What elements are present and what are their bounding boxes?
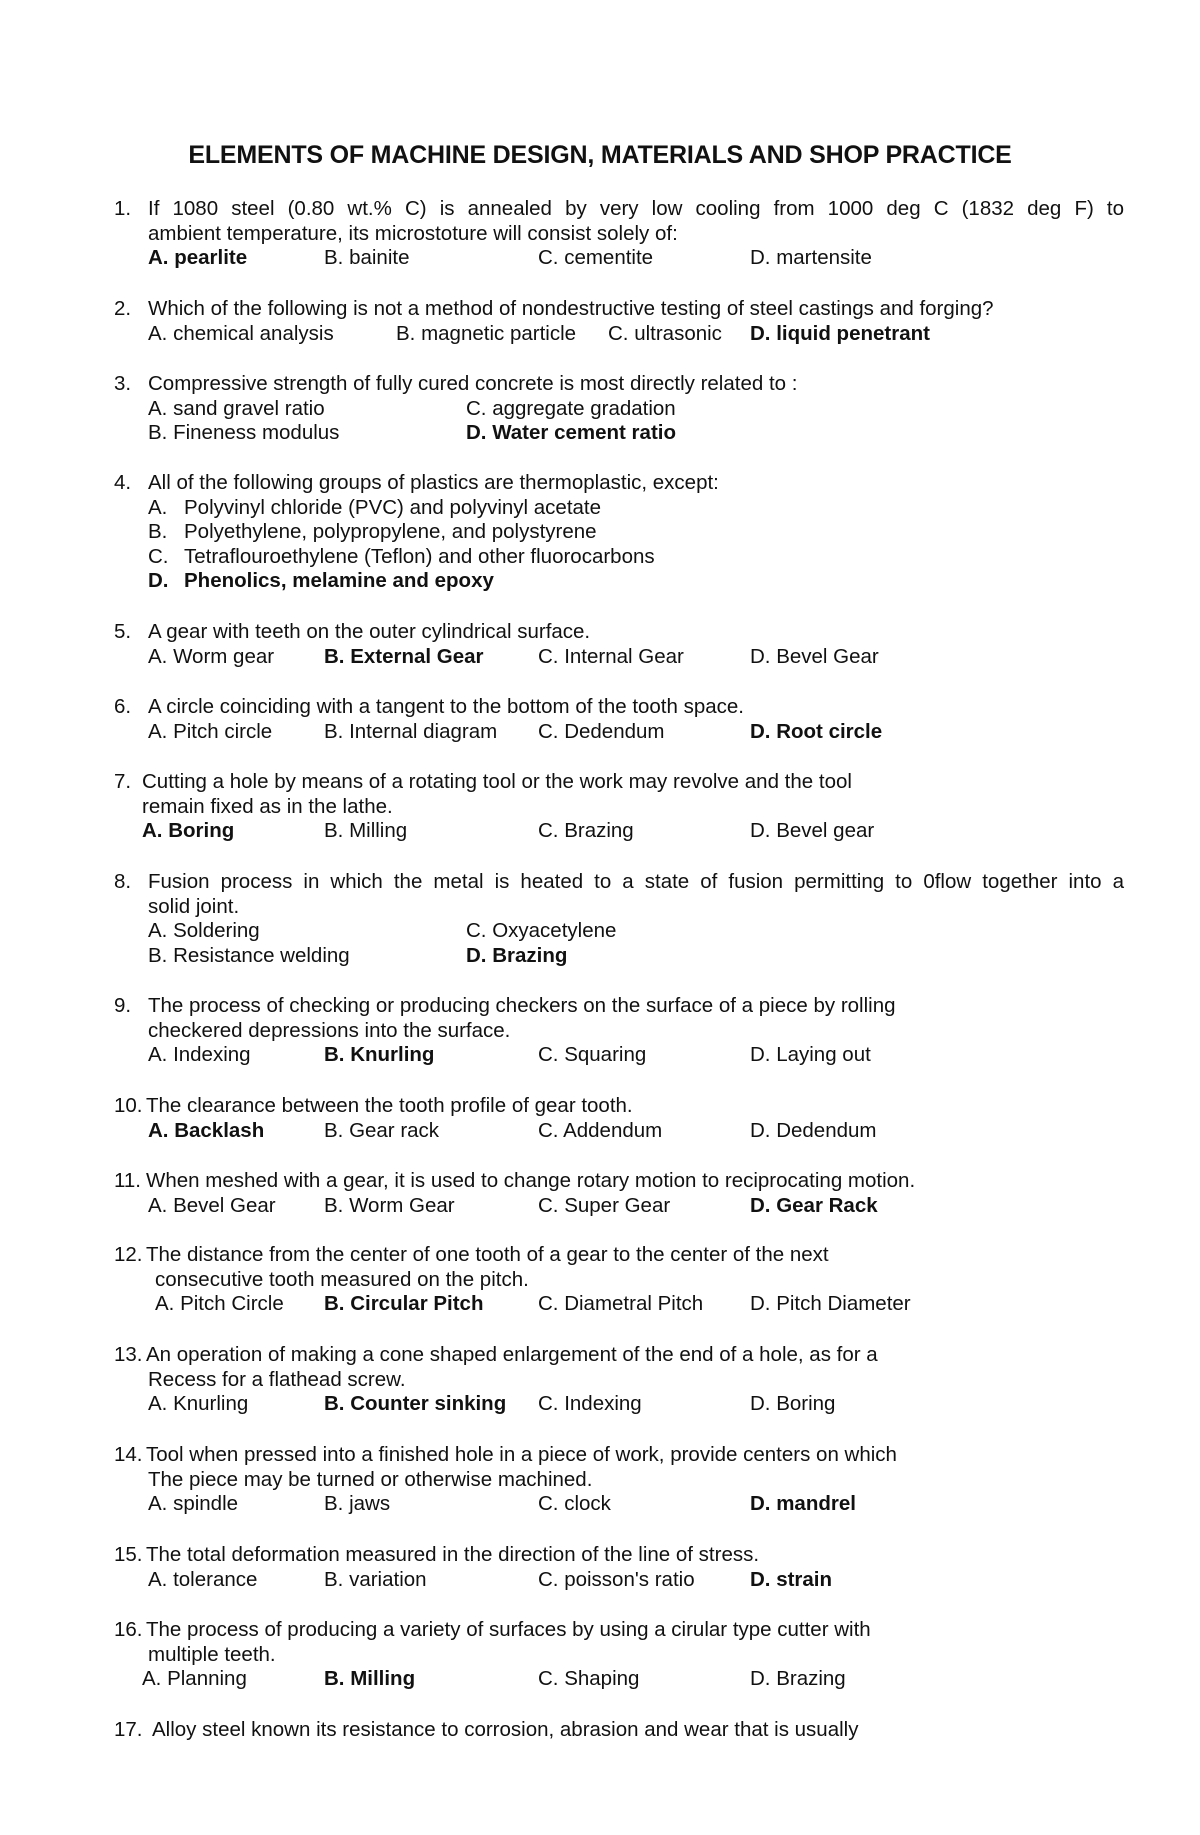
question-text: The process of checking or producing checkers on the surface of a piece by rolling — [148, 994, 896, 1017]
question-number: 8. — [114, 870, 132, 893]
answer-option-a: A. Soldering — [148, 919, 260, 943]
answer-option-a: A. Boring — [142, 819, 235, 843]
answer-option-a: A. Backlash — [148, 1118, 265, 1142]
answer-option-d: D. Brazing — [750, 1667, 846, 1691]
question-15 — [114, 1543, 1124, 1592]
answer-option-a: A. chemical analysis — [148, 321, 334, 345]
answer-option-a: A. Worm gear — [148, 644, 275, 668]
answer-option-b: B. Worm Gear — [324, 1193, 455, 1217]
answer-option-a: A. pearlite — [148, 246, 248, 270]
question-2 — [114, 297, 1124, 346]
answer-option-b: B. Counter sinking — [324, 1392, 507, 1416]
answer-option-a: Polyvinyl chloride (PVC) and polyvinyl acetate — [184, 495, 602, 519]
question-number: 2. — [114, 297, 132, 320]
question-text: Recess for a flathead screw. — [148, 1367, 406, 1391]
answer-option-a: A. Knurling — [148, 1392, 249, 1416]
answer-option-c: C. poisson's ratio — [538, 1567, 695, 1591]
answer-option-d: D. Water cement ratio — [466, 421, 676, 445]
question-text: multiple teeth. — [148, 1642, 276, 1666]
question-1 — [114, 197, 1124, 271]
answer-option-b: B. magnetic particle — [396, 321, 577, 345]
answer-option-a: A. Bevel Gear — [148, 1193, 276, 1217]
question-text: When meshed with a gear, it is used to change rotary motion to reciprocating motion. — [146, 1169, 916, 1192]
answer-option-b: B. Resistance welding — [148, 943, 350, 967]
answer-option-c: C. Super Gear — [538, 1193, 671, 1217]
question-number: 7. — [114, 770, 132, 793]
question-text: ambient temperature, its microstoture will consist solely of: — [148, 221, 678, 245]
answer-option-a: A. Indexing — [148, 1043, 251, 1067]
answer-option-b: B. External Gear — [324, 644, 484, 668]
answer-option-c: C. cementite — [538, 246, 654, 270]
question-text: An operation of making a cone shaped enlargement of the end of a hole, as for a — [146, 1343, 878, 1366]
question-text: Cutting a hole by means of a rotating tool or the work may revolve and the tool — [142, 770, 852, 793]
question-number: 3. — [114, 372, 132, 395]
question-text: Alloy steel known its resistance to corrosion, abrasion and wear that is usually — [152, 1718, 859, 1741]
answer-option-b: B. Fineness modulus — [148, 421, 340, 445]
answer-option-b: B. Circular Pitch — [324, 1292, 484, 1316]
answer-option-d: D. Dedendum — [750, 1118, 877, 1142]
answer-option-d: D. Laying out — [750, 1043, 871, 1067]
question-text: Which of the following is not a method of nondestructive testing of steel castings and forging? — [148, 297, 994, 320]
question-number: 16. — [114, 1618, 143, 1641]
answer-option-b: B. bainite — [324, 246, 410, 270]
question-3 — [114, 372, 1124, 446]
question-5 — [114, 620, 1124, 669]
question-text: solid joint. — [148, 894, 240, 918]
answer-option-c: C. Indexing — [538, 1392, 642, 1416]
answer-option-b: B. variation — [324, 1567, 427, 1591]
answer-option-d: D. strain — [750, 1567, 833, 1591]
answer-option-d: D. martensite — [750, 246, 872, 270]
answer-option-a: A. Pitch Circle — [155, 1292, 284, 1316]
answer-option-c: C. Squaring — [538, 1043, 647, 1067]
question-10 — [114, 1094, 1124, 1143]
answer-option-a: A. tolerance — [148, 1567, 258, 1591]
question-9 — [114, 994, 1124, 1068]
question-text: The total deformation measured in the direction of the line of stress. — [146, 1543, 760, 1566]
question-number: 17. — [114, 1718, 143, 1741]
question-text: The distance from the center of one tooth of a gear to the center of the next — [146, 1243, 829, 1266]
question-number: 11. — [114, 1169, 141, 1192]
answer-option-c: C. Diametral Pitch — [538, 1292, 704, 1316]
question-text: A gear with teeth on the outer cylindrical surface. — [148, 620, 591, 643]
question-8 — [114, 870, 1124, 968]
question-number: 15. — [114, 1543, 143, 1566]
answer-option-c: C. clock — [538, 1492, 611, 1516]
question-12 — [114, 1243, 1124, 1317]
answer-option-d: D. Pitch Diameter — [750, 1292, 911, 1316]
question-text: A circle coinciding with a tangent to the bottom of the tooth space. — [148, 695, 745, 718]
answer-option-c: C. Addendum — [538, 1118, 663, 1142]
question-text: Tool when pressed into a finished hole in a piece of work, provide centers on which — [146, 1443, 897, 1466]
answer-option-c: C. Shaping — [538, 1667, 640, 1691]
answer-option-a: A. Planning — [142, 1667, 247, 1691]
answer-option-c: C. ultrasonic — [608, 321, 722, 345]
page-title: ELEMENTS OF MACHINE DESIGN, MATERIALS AND SHOP PRACTICE — [188, 141, 1012, 169]
answer-option-a: A. spindle — [148, 1492, 239, 1516]
answer-option-d: D. Gear Rack — [750, 1193, 878, 1217]
question-text: consecutive tooth measured on the pitch. — [155, 1267, 529, 1291]
question-number: 9. — [114, 994, 132, 1017]
answer-option-d: D. Brazing — [466, 943, 568, 967]
answer-option-b: B. Gear rack — [324, 1118, 440, 1142]
question-14 — [114, 1443, 1124, 1517]
answer-option-d: D. Bevel gear — [750, 819, 875, 843]
question-16 — [114, 1618, 1124, 1692]
question-number: 5. — [114, 620, 132, 643]
answer-option-d: D. Root circle — [750, 719, 883, 743]
answer-option-label: D. — [148, 569, 169, 593]
answer-option-b: B. Internal diagram — [324, 719, 498, 743]
question-number: 10. — [114, 1094, 143, 1117]
answer-option-d: Phenolics, melamine and epoxy — [184, 569, 494, 593]
question-17 — [114, 1718, 1124, 1743]
question-text: The clearance between the tooth profile of gear tooth. — [146, 1094, 633, 1117]
answer-option-d: D. Bevel Gear — [750, 644, 879, 668]
question-text: All of the following groups of plastics are thermoplastic, except: — [148, 471, 719, 494]
answer-option-c: C. Oxyacetylene — [466, 919, 617, 943]
answer-option-c: C. aggregate gradation — [466, 396, 676, 420]
question-text: If 1080 steel (0.80 wt.% C) is annealed by very low cooling from 1000 deg C (1832 deg F) to — [148, 197, 1124, 220]
question-number: 12. — [114, 1243, 143, 1266]
answer-option-a: A. sand gravel ratio — [148, 396, 325, 420]
question-text: remain fixed as in the lathe. — [142, 794, 393, 818]
question-4 — [114, 471, 1124, 594]
question-number: 13. — [114, 1343, 143, 1366]
question-number: 14. — [114, 1443, 143, 1466]
question-text: The piece may be turned or otherwise machined. — [148, 1467, 593, 1491]
answer-option-c: Tetraflouroethylene (Teflon) and other fluorocarbons — [184, 544, 655, 568]
answer-option-b: Polyethylene, polypropylene, and polystyrene — [184, 520, 597, 544]
answer-option-label: B. — [148, 520, 168, 544]
answer-option-label: A. — [148, 495, 168, 519]
question-number: 4. — [114, 471, 132, 494]
answer-option-c: C. Internal Gear — [538, 644, 684, 668]
question-13 — [114, 1343, 1124, 1417]
question-number: 1. — [114, 197, 132, 220]
question-text: The process of producing a variety of surfaces by using a cirular type cutter with — [146, 1618, 871, 1641]
question-text: Compressive strength of fully cured concrete is most directly related to : — [148, 372, 798, 395]
question-text: checkered depressions into the surface. — [148, 1018, 511, 1042]
question-number: 6. — [114, 695, 132, 718]
answer-option-c: C. Dedendum — [538, 719, 665, 743]
answer-option-b: B. Milling — [324, 819, 408, 843]
question-6 — [114, 695, 1124, 744]
question-text: Fusion process in which the metal is heated to a state of fusion permitting to 0flow together into a — [148, 870, 1124, 893]
answer-option-d: D. Boring — [750, 1392, 836, 1416]
answer-option-d: D. mandrel — [750, 1492, 856, 1516]
answer-option-label: C. — [148, 544, 169, 568]
question-7 — [114, 770, 1124, 844]
answer-option-b: B. Knurling — [324, 1043, 435, 1067]
answer-option-d: D. liquid penetrant — [750, 321, 930, 345]
answer-option-b: B. Milling — [324, 1667, 416, 1691]
question-11 — [114, 1169, 1124, 1218]
answer-option-b: B. jaws — [324, 1492, 391, 1516]
answer-option-a: A. Pitch circle — [148, 719, 273, 743]
answer-option-c: C. Brazing — [538, 819, 634, 843]
